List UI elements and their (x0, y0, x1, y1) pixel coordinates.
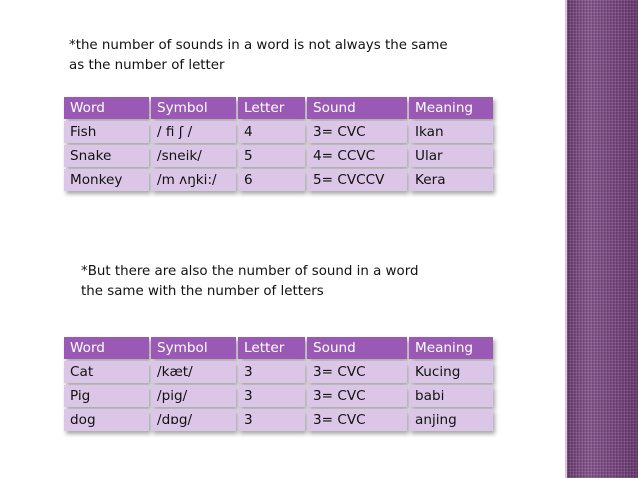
decorative-sidebar (567, 0, 638, 478)
cell-symbol: /pig/ (151, 385, 236, 407)
cell-sound: 5= CVCCV (307, 169, 407, 191)
cell-sound: 3= CVC (307, 385, 407, 407)
table-sounds-equal (62, 335, 495, 433)
table-header-row (64, 97, 493, 119)
cell-letter: 3 (238, 409, 305, 431)
cell-meaning: babi (409, 385, 493, 407)
cell-word: Fish (64, 121, 149, 143)
table-row (64, 145, 493, 167)
header-sound: Sound (307, 97, 407, 119)
cell-letter: 3 (238, 385, 305, 407)
cell-letter: 5 (238, 145, 305, 167)
cell-sound: 3= CVC (307, 409, 407, 431)
table-row (64, 361, 493, 383)
cell-letter: 3 (238, 361, 305, 383)
table-row (64, 121, 493, 143)
header-symbol: Symbol (151, 97, 236, 119)
cell-word: Pig (64, 385, 149, 407)
cell-symbol: /kæt/ (151, 361, 236, 383)
cell-word: dog (64, 409, 149, 431)
header-letter: Letter (238, 97, 305, 119)
header-sound: Sound (307, 337, 407, 359)
cell-meaning: Ikan (409, 121, 493, 143)
cell-sound: 4= CCVC (307, 145, 407, 167)
cell-symbol: /dɒg/ (151, 409, 236, 431)
cell-word: Cat (64, 361, 149, 383)
table-header-row (64, 337, 493, 359)
cell-letter: 6 (238, 169, 305, 191)
header-word: Word (64, 97, 149, 119)
note-sounds-vs-letters: *the number of sounds in a word is not always the same as the number of letter (69, 38, 448, 73)
cell-word: Snake (64, 145, 149, 167)
table-row (64, 385, 493, 407)
cell-sound: 3= CVC (307, 121, 407, 143)
cell-meaning: anjing (409, 409, 493, 431)
cell-meaning: Kera (409, 169, 493, 191)
table-row (64, 409, 493, 431)
table-row (64, 169, 493, 191)
cell-symbol: /sneik/ (151, 145, 236, 167)
header-letter: Letter (238, 337, 305, 359)
header-word: Word (64, 337, 149, 359)
table-sounds-differ (62, 95, 495, 193)
cell-symbol: / fi ʃ / (151, 121, 236, 143)
note-sounds-equal-letters: *But there are also the number of sound in a word the same with the number of letters (81, 264, 419, 299)
cell-meaning: Ular (409, 145, 493, 167)
header-meaning: Meaning (409, 337, 493, 359)
header-meaning: Meaning (409, 97, 493, 119)
cell-word: Monkey (64, 169, 149, 191)
cell-symbol: /m ʌŋki:/ (151, 169, 236, 191)
cell-letter: 4 (238, 121, 305, 143)
cell-meaning: Kucing (409, 361, 493, 383)
cell-sound: 3= CVC (307, 361, 407, 383)
header-symbol: Symbol (151, 337, 236, 359)
